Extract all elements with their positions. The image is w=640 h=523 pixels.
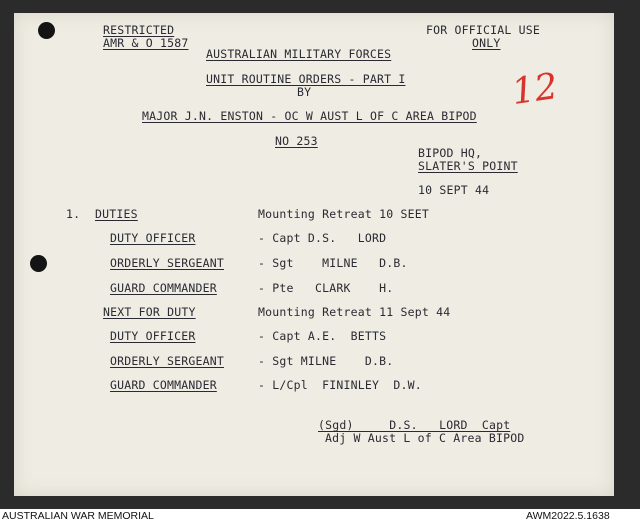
duties-heading: DUTIES [95,207,138,221]
handwritten-page-number: 12 [509,66,561,113]
next-duty-role: GUARD COMMANDER [110,378,217,392]
punch-hole-top [38,22,55,39]
official-use-label: FOR OFFICIAL USE [426,23,540,37]
duty-role: ORDERLY SERGEANT [110,256,224,270]
section-number: 1. [66,207,81,221]
next-duty-name: - Capt A.E. BETTS [258,329,387,343]
official-use-only: ONLY [472,36,501,50]
footer-institution: AUSTRALIAN WAR MEMORIAL [2,510,154,522]
order-date: 10 SEPT 44 [418,183,490,197]
location-line2: SLATER'S POINT [418,159,518,173]
signature-line: (Sgd) D.S. LORD Capt [318,418,511,432]
restricted-label: RESTRICTED [103,23,175,37]
next-duty-role: DUTY OFFICER [110,329,196,343]
duty-role: DUTY OFFICER [110,231,196,245]
punch-hole-middle [30,255,47,272]
next-duty-name: - Sgt MILNE D.B. [258,354,394,368]
duty-name: - Capt D.S. LORD [258,231,387,245]
forces-title: AUSTRALIAN MILITARY FORCES [206,47,392,61]
duty-name: - Sgt MILNE D.B. [258,256,408,270]
orders-by: BY [297,85,312,99]
next-duty-heading: NEXT FOR DUTY [103,305,196,319]
amr-reference: AMR & O 1587 [103,36,189,50]
mounting-line: Mounting Retreat 10 SEET [258,207,429,221]
footer-reference: AWM2022.5.1638 [526,510,610,522]
next-duty-role: ORDERLY SERGEANT [110,354,224,368]
orders-title: UNIT ROUTINE ORDERS - PART I [206,72,406,86]
duty-name: - Pte CLARK H. [258,281,394,295]
next-mounting-line: Mounting Retreat 11 Sept 44 [258,305,451,319]
signature-title: Adj W Aust L of C Area BIPOD [325,431,525,445]
next-duty-name: - L/Cpl FININLEY D.W. [258,378,422,392]
order-number: NO 253 [275,134,318,148]
duty-role: GUARD COMMANDER [110,281,217,295]
location-line1: BIPOD HQ, [418,146,483,160]
major-line: MAJOR J.N. ENSTON - OC W AUST L OF C AREA BIPOD [142,109,477,123]
